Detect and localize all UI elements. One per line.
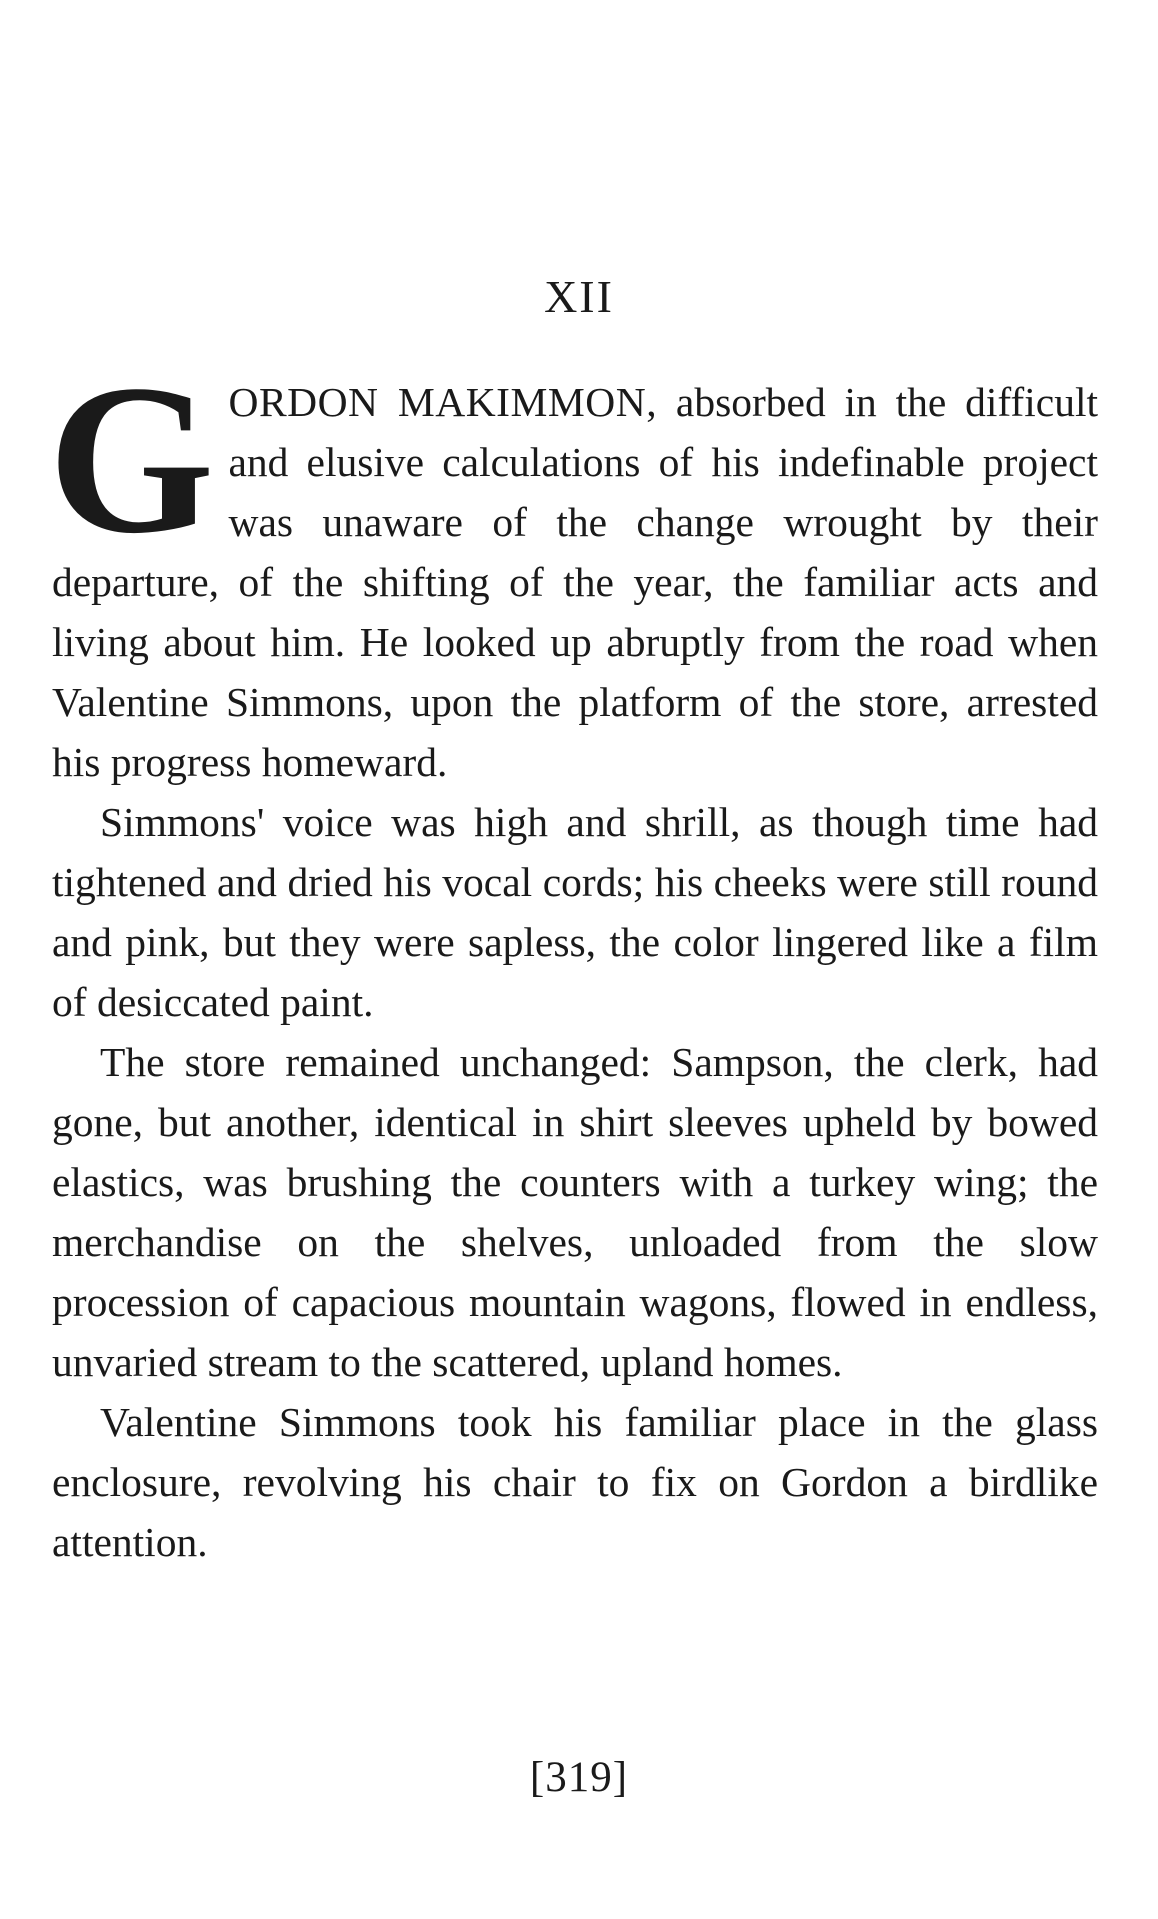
page-number: [319] <box>529 1754 629 1801</box>
paragraph-3-text: The store remained unchanged: Sampson, the clerk, had gone, but another, identical in shirt sleeves upheld by bowed elastics, was brushing the counters with a turkey wing; the merchandise on the shelves, unloaded from the slow procession of capacious mountain wagons, flowed in endless, unvaried stream to the scattered, upland homes. <box>52 1039 1098 1385</box>
drop-cap-letter: G <box>48 341 215 578</box>
paragraph-1-text: absorbed in the difficult and elusive calculations of his indefinable project was unaware of the change wrought by their departure, of the shifting of the year, the familiar acts and living about him. He looked up abruptly from the road when Valentine Simmons, upon the platform of the store, arrested his progress homeward. <box>52 379 1099 785</box>
opening-words: ORDON MAKIMMON, <box>228 379 658 425</box>
paragraph-1 <box>48 341 1099 792</box>
chapter-heading: XII <box>544 271 614 322</box>
body-text <box>48 341 1099 1572</box>
paragraph-2 <box>52 792 1098 1032</box>
paragraph-2-text: Simmons' voice was high and shrill, as though time had tightened and dried his vocal cords; his cheeks were still round and pink, but they were sapless, the color lingered like a film of desiccated paint. <box>52 799 1098 1025</box>
paragraph-4 <box>52 1392 1098 1572</box>
paragraph-4-text: Valentine Simmons took his familiar place in the glass enclosure, revolving his chair to fix on Gordon a birdlike attention. <box>52 1399 1098 1565</box>
paragraph-3 <box>52 1032 1098 1392</box>
